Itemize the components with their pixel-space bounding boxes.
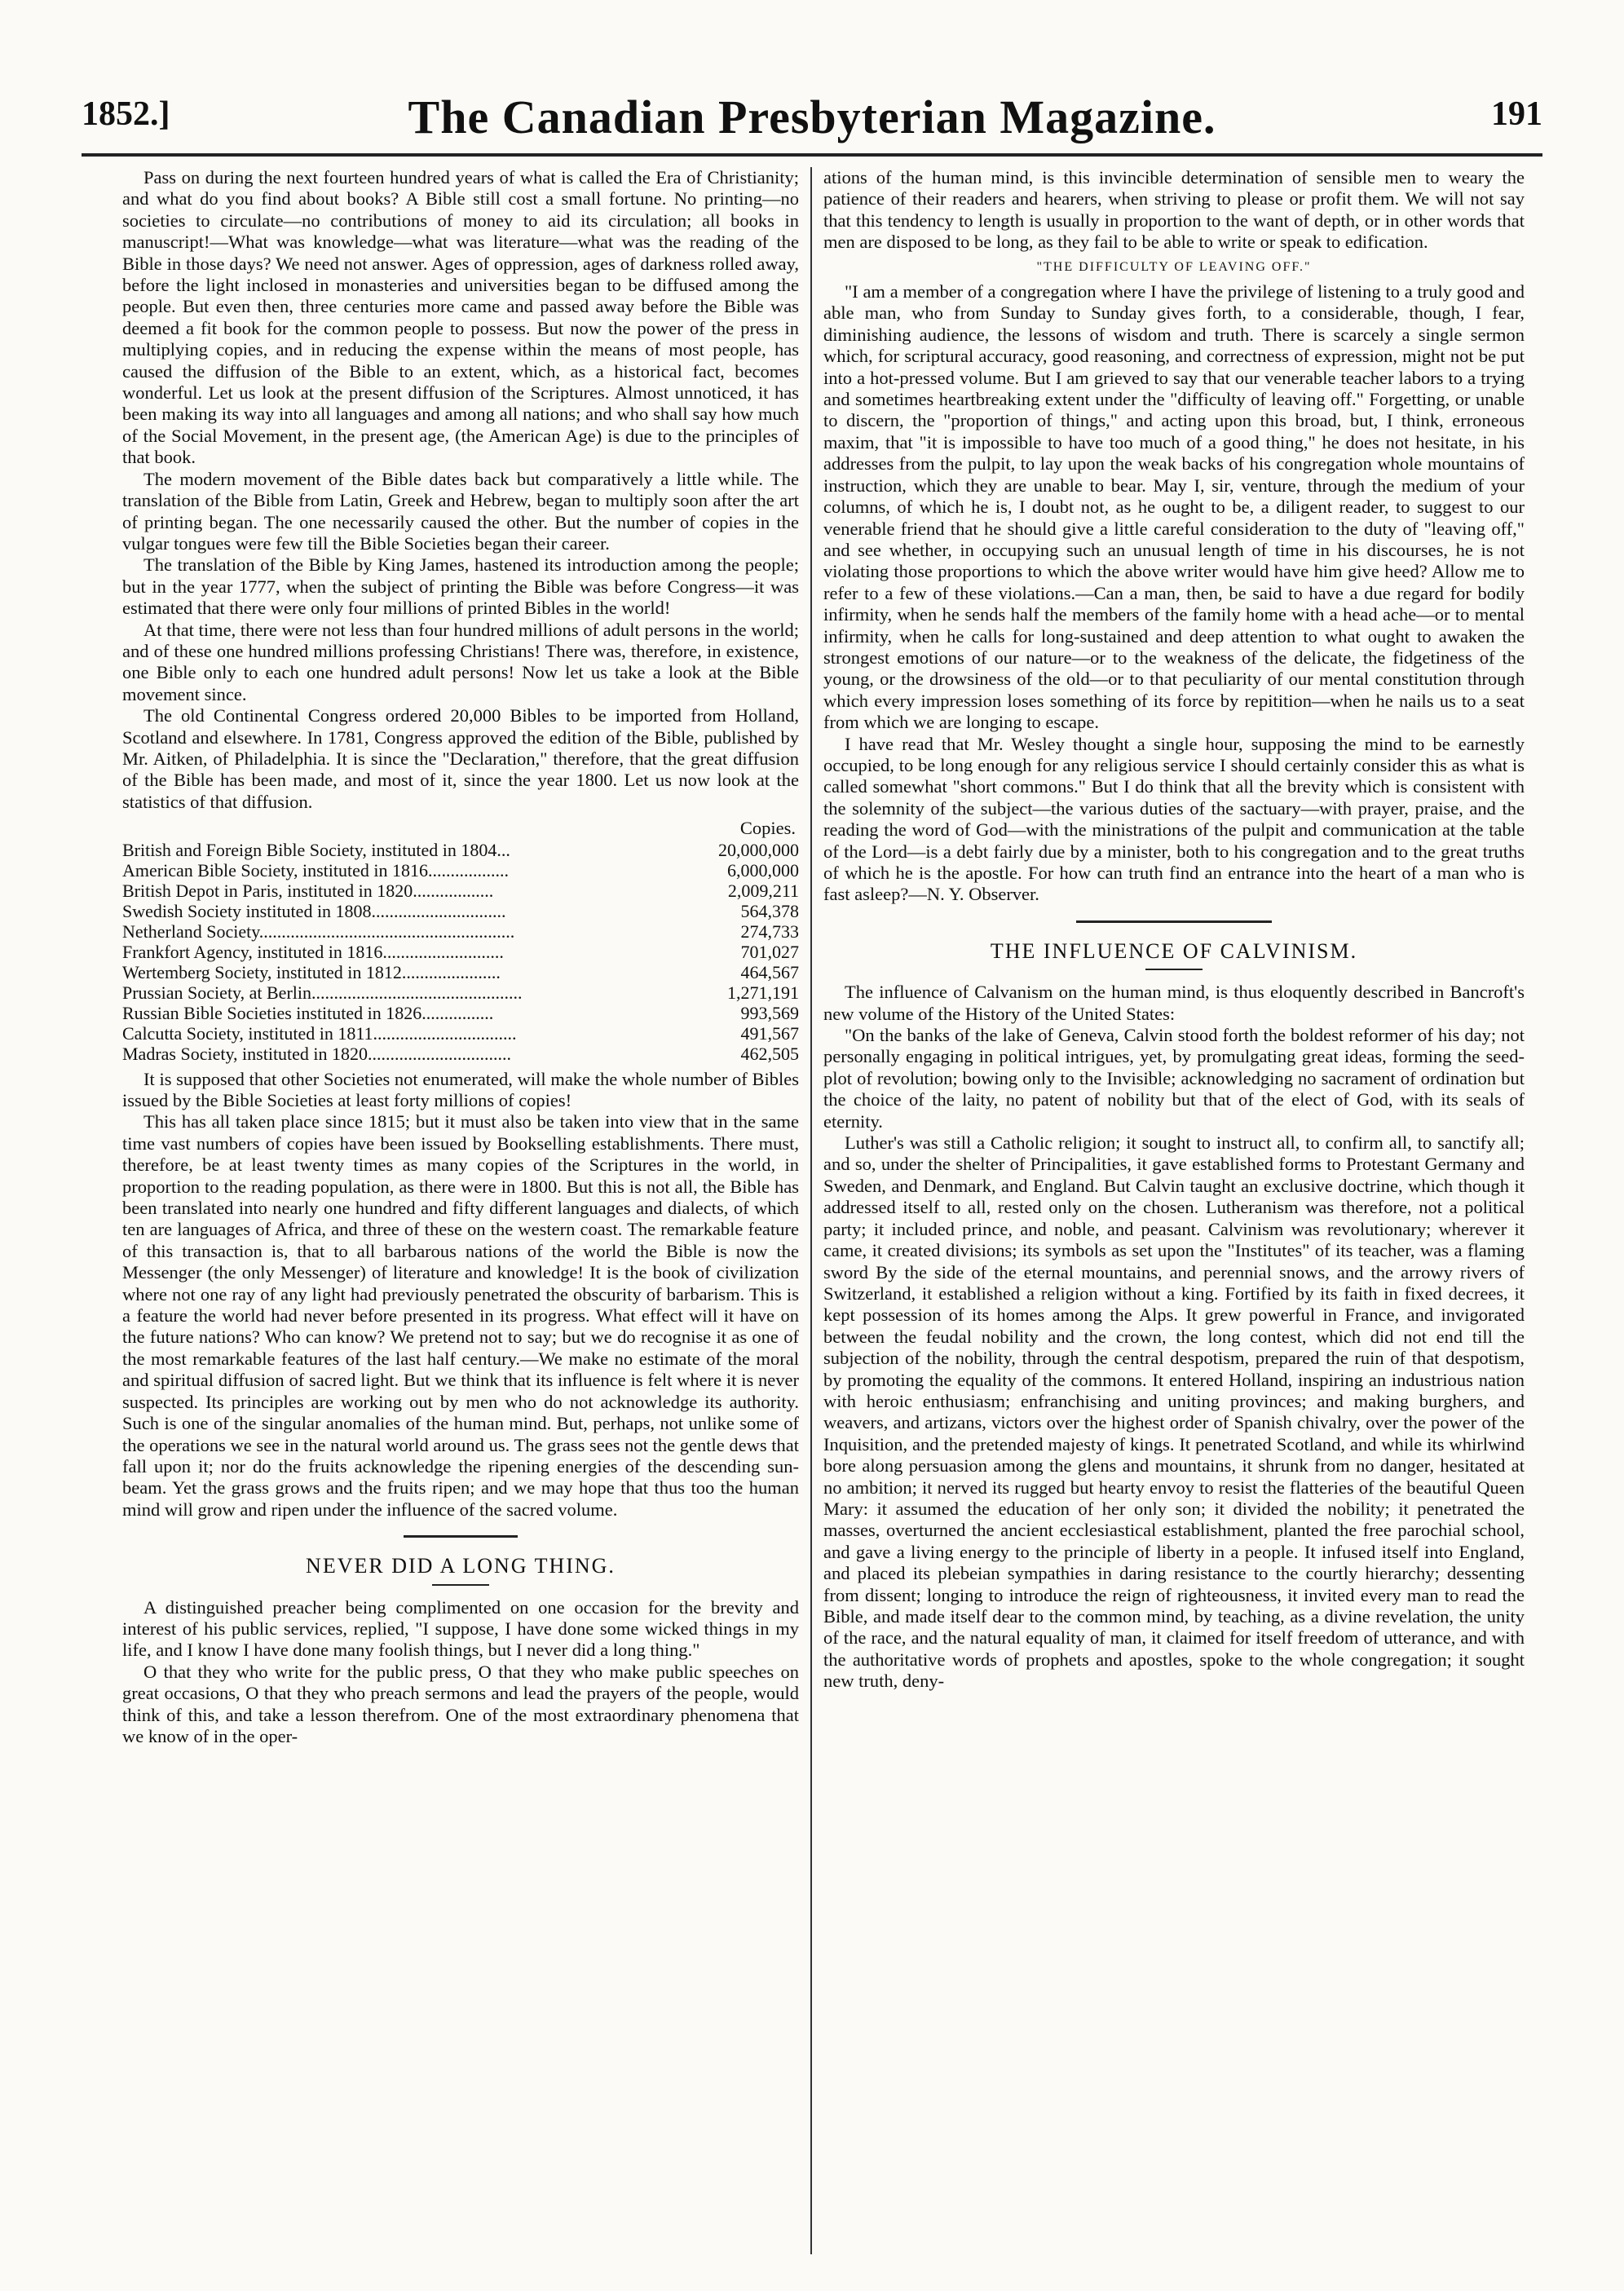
section-separator: [404, 1535, 518, 1538]
society-label: Swedish Society instituted in 1808..............................: [122, 900, 506, 921]
column-divider: [810, 167, 812, 2254]
magazine-title: The Canadian Presbyterian Magazine.: [408, 90, 1216, 143]
paragraph: Pass on during the next fourteen hundred years of what is called the Era of Christianity; and what do you find about books? A Bible still cost a small fortune. No printing—no societies to circulate—no contributions of money to aid its circulation; all books in manuscript!—What was knowledge—what was literature—what was the reading of the Bible in those days? We need not answer. Ages of oppression, ages of darkness rolled away, before the light inclosed in monasteries and universities began to be diffused among the people. But even then, three centuries more came and passed away before the Bible was deemed a fit book for the common people to possess. But now the power of the press in multiplying copies, and in reducing the expense within the means of most people, has caused the diffusion of the Bible to an extent, which, as a historical fact, becomes wonderful. Let us look at the present diffusion of the Scriptures. Almost unnoticed, it has been making its way into all languages and among all nations; and who shall say how much of the Social Movement, in the present age, (the American Age) is due to the principles of that book.: [122, 167, 799, 468]
copies-value: 20,000,000: [718, 839, 799, 860]
table-row: [122, 982, 799, 1003]
society-label: Frankfort Agency, instituted in 1816...........................: [122, 941, 504, 962]
table-row: [122, 840, 799, 860]
paragraph: O that they who write for the public press, O that they who make public speeches on great occasions, O that they who preach sermons and lead the prayers of the people, would think of this, and take a lesson therefrom. One of the most extraordinary phenomena that we know of in the oper-: [122, 1661, 799, 1746]
table-row: [122, 860, 799, 881]
table-row: [122, 901, 799, 921]
heading-rule: [1145, 969, 1203, 970]
paragraph: It is supposed that other Societies not enumerated, will make the whole number of Bibles issued by the Bible Societies at least forty millions of copies!: [122, 1068, 799, 1110]
paragraph: A distinguished preacher being complimented on one occasion for the brevity and interest of his public services, replied, "I suppose, I have done some wicked things in my life, and I know I have done many foolish things, but I never did a long thing.": [122, 1596, 799, 1661]
article-heading-never-did-a-long-thing: NEVER DID A LONG THING.: [306, 1554, 616, 1578]
table-row: [122, 881, 799, 901]
paragraph: The old Continental Congress ordered 20,000 Bibles to be imported from Holland, Scotland and elsewhere. In 1781, Congress approved the edition of the Bible, published by Mr. Aitken, of Philadelphia. It is since the "Declaration," therefore, that the great diffusion of the Bible has been made, and most of it, since the year 1800. Let us now look at the statistics of that diffusion.: [122, 705, 799, 812]
running-header: [82, 90, 1542, 147]
table-row: [122, 942, 799, 962]
society-label: British Depot in Paris, instituted in 1820..................: [122, 880, 494, 901]
paragraph: The modern movement of the Bible dates back but comparatively a little while. The translation of the Bible from Latin, Greek and Hebrew, began to multiply soon after the art of printing began. The one necessarily caused the other. But the number of copies in the vulgar tongues were few till the Bible Societies began their career.: [122, 468, 799, 554]
table-row: [122, 1023, 799, 1044]
copies-value: 464,567: [740, 961, 799, 982]
copies-value: 564,378: [740, 900, 799, 921]
society-label: Wertemberg Society, instituted in 1812......................: [122, 961, 501, 982]
table-row: [122, 1044, 799, 1064]
copies-value: 2,009,211: [727, 880, 799, 901]
society-label: Netherland Society.........................................................: [122, 920, 515, 942]
header-rule: [82, 153, 1542, 157]
paragraph: The influence of Calvanism on the human mind, is thus eloquently described in Bancroft's new volume of the History of the United States:: [823, 982, 1525, 1024]
bible-statistics-table: [122, 818, 799, 1063]
copies-value: 1,271,191: [727, 982, 799, 1003]
table-row: [122, 1003, 799, 1023]
paragraph: "On the banks of the lake of Geneva, Calvin stood forth the boldest reformer of his day; not personally engaging in political intrigues, yet, by promulgating great ideas, forming the seed-plot of revolution; bowing only to the Invisible; acknowledging no sacrament of ordination but the choice of the laity, no patent of nobility but that of the elect of God, with its seals of eternity.: [823, 1025, 1525, 1132]
left-column: [122, 167, 799, 2262]
right-column: [823, 167, 1525, 2262]
paragraph: I have read that Mr. Wesley thought a single hour, supposing the mind to be earnestly occupied, to be long enough for any religious service I should certainly consider this as what is called somewhat "short commons." But I do think that all the brevity which is consistent with the solemnity of the subject—the various duties of the sactuary—with prayer, praise, and the reading the word of God—with the ministrations of the pulpit and communication at the table of the Lord—is a debt fairly due by a minister, both to his congregation and to the great truths of which he is the apostle. For how can truth find an entrance into the heart of a man who is fast asleep?—N. Y. Observer.: [823, 733, 1525, 905]
paragraph: This has all taken place since 1815; but it must also be taken into view that in the same time vast numbers of copies have been issued by Bookselling establishments. There must, therefore, be at least twenty times as many copies of the Scriptures in the world, in proportion to the reading population, as there were in 1800. But this is not all, the Bible has been translated into nearly one hundred and fifty different languages and dialects, of which ten are languages of Africa, and three of these on the western coast. The remarkable feature of this transaction is, that to all barbarous nations of the world the Bible is now the Messenger (the only Messenger) of literature and knowledge! It is the book of civilization where not one ray of any light had previously penetrated the obscurity of barbarism. This is a feature the world had never before presented in its progress. What effect will it have on the future nations? Who can know? We pretend not to say; but we do recognise it as one of the most remarkable features of the last half century.—We make no estimate of the moral and spiritual diffusion of sacred light. But we think that its influence is felt where it is never suspected. Its principles are working out by men who do not acknowledge its authority. Such is one of the singular anomalies of the human mind. But, perhaps, not unlike some of the operations we see in the natural world around us. The grass sees not the gentle dews that fall upon it; nor do the fruits acknowledge the ripening energies of the descending sun-beam. Yet the grass grows and the fruits ripen; and we may hope that thus too the human mind will grow and ripen under the influence of the sacred volume.: [122, 1111, 799, 1520]
society-label: Calcutta Society, instituted in 1811................................: [122, 1022, 517, 1044]
section-separator: [1076, 920, 1272, 923]
article-heading-influence-of-calvinism: THE INFLUENCE OF CALVINISM.: [990, 938, 1358, 963]
society-label: Russian Bible Societies instituted in 1826................: [122, 1002, 494, 1023]
paragraph: ations of the human mind, is this invincible determination of sensible men to weary the patience of their readers and hearers, when striving to please or profit them. We will not say that this tendency to length is usually in proportion to the want of depth, or in other words that men are disposed to be long, as they fail to be able to write or speak to edification.: [823, 167, 1525, 253]
copies-value: 6,000,000: [727, 859, 799, 881]
paragraph: The translation of the Bible by King James, hastened its introduction among the people; but in the year 1777, when the subject of printing the Bible was before Congress—it was estimated that there were only four millions of printed Bibles in the world!: [122, 554, 799, 619]
society-label: Madras Society, instituted in 1820................................: [122, 1043, 512, 1064]
table-row: [122, 962, 799, 982]
table-row: [122, 921, 799, 942]
copies-value: 701,027: [740, 941, 799, 962]
header-year: 1852.]: [82, 95, 170, 133]
copies-value: 462,505: [740, 1043, 799, 1064]
paragraph: Luther's was still a Catholic religion; it sought to instruct all, to confirm all, to sanctify all; and so, under the shelter of Principalities, it gave established forms to Protestant Germany and Sweden, and Denmark, and England. But Calvin taught an exclusive doctrine, which though it addressed itself to all, rested only on the chosen. Lutheranism was therefore, not a political party; it included prince, and noble, and peasant. Calvinism was revolutionary; wherever it came, it created divisions; its symbols as set upon the "Institutes" of its teacher, was a flaming sword By the side of the eternal mountains, and perennial snows, and the arrowy rivers of Switzerland, it established a religion without a king. Fortified by its faith in fixed decrees, it kept possession of its homes among the Alps. It grew powerful in France, and invigorated between the feudal nobility and the crown, the long contest, which did not end till the subjection of the nobility, through the central despotism, prepared the ruin of that despotism, by promoting the equality of the commons. It entered Holland, inspiring an industrious nation with heroic enthusiasm; enfranchising and uniting provinces; and making burghers, and weavers, and artizans, victors over the highest order of Spanish chivalry, over the power of the Inquisition, and the pretended majesty of kings. It penetrated Scotland, and while its whirlwind bore along persuasion among the glens and mountains, it shrunk from no danger, hesitated at no ambition; it nerved its rugged but hearty envoy to resist the flatteries of the beautiful Queen Mary: it assumed the education of her only son; it divided the nobility; it penetrated the masses, overturned the ancient ecclesiastical establishment, planted the free parochial school, and gave a living energy to the principle of liberty in a people. It infused itself into England, and placed its plebeian sympathies in daring resistance to the courtly hierarchy; dessenting from dissent; longing to introduce the reign of righteousness, it invited every man to read the Bible, and made itself dear to the common mind, by teaching, as a divine revelation, the unity of the race, and the natural equality of man, it claimed for itself freedom of utterance, and with the authoritative words of prophets and apostles, spoke to the whole congregation; it sought new truth, deny-: [823, 1132, 1525, 1692]
quote-subheading: "THE DIFFICULTY OF LEAVING OFF.": [1036, 259, 1312, 274]
society-label: British and Foreign Bible Society, instituted in 1804...: [122, 839, 510, 860]
paragraph: "I am a member of a congregation where I have the privilege of listening to a truly good and able man, who from Sunday to Sunday gives forth, to a considerable, though, I fear, diminishing audience, the lessons of wisdom and truth. There is scarcely a single sermon which, for scriptural accuracy, good reasoning, and correctness of expression, might not be put into a hot-pressed volume. But I am grieved to say that our venerable teacher labors to a trying and sometimes heartbreaking extent under the "difficulty of leaving off." Forgetting, or unable to discern, the "proportion of things," and acting upon this broad, but, I think, erroneous maxim, that "it is impossible to have too much of a good thing," he does not hesitate, in his addresses from the pulpit, to lay upon the weak backs of his congregation whole mountains of instruction, which they are unable to bear. May I, sir, venture, through the medium of your columns, of which he is, I doubt not, as he ought to be, a diligent reader, to suggest to our venerable friend that he should give a little careful consideration to the duty of "leaving off," and see whether, in occupying such an unusual length of time in his discourses, he is not violating those proportions to which the above writer would have him give heed? Allow me to refer to a few of these violations.—Can a man, then, be said to have a due regard for bodily infirmity, when he sends half the members of the family home with a head ache—or to mental infirmity, when he calls for long-sustained and deep attention to what ought to awaken the strongest emotions of our nature—or to the weakness of the delicate, the fidgetiness of the young, or the drowsiness of the old—or to that peculiarity of our mental constitution through which every impression loses something of its force by repitition—when he nails us to a seat from which we are longing to escape.: [823, 281, 1525, 733]
heading-rule: [432, 1584, 489, 1586]
copies-value: 491,567: [740, 1022, 799, 1044]
copies-value: 993,569: [740, 1002, 799, 1023]
page-number: 191: [1491, 95, 1542, 133]
copies-header: Copies.: [739, 818, 796, 839]
society-label: American Bible Society, instituted in 1816..................: [122, 859, 509, 881]
copies-value: 274,733: [740, 920, 799, 942]
paragraph: At that time, there were not less than four hundred millions of adult persons in the world; and of these one hundred millions professing Christians! There was, therefore, in existence, one Bible only to each one hundred adult persons! Now let us take a look at the Bible movement since.: [122, 619, 799, 704]
society-label: Prussian Society, at Berlin...............................................: [122, 982, 523, 1003]
